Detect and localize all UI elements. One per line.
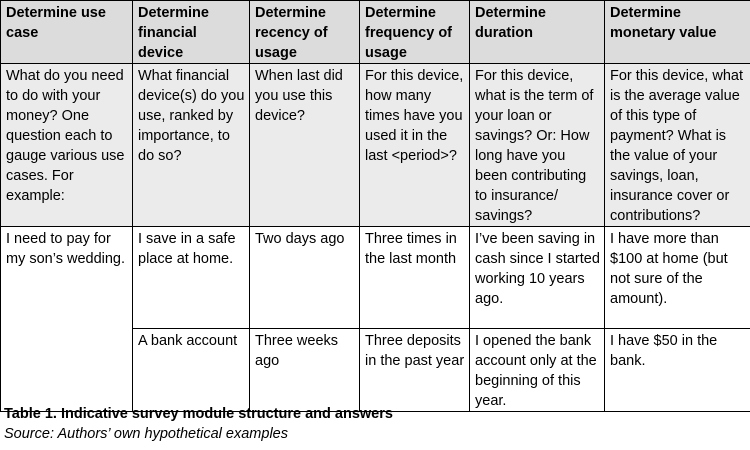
header-cell-recency: Determine recency of usage [250, 1, 360, 64]
answer-cell-recency: Two days ago [250, 227, 360, 329]
question-cell-duration: For this device, what is the term of your loan or savings? Or: How long have you been contributing to insurance/ savings? [470, 64, 605, 227]
question-cell-monetary-value: For this device, what is the average value of this type of payment? What is the value of your savings, loan, insurance cover or contributions? [605, 64, 750, 227]
header-cell-use-case: Determine use case [1, 1, 133, 64]
header-cell-monetary-value: Determine monetary value [605, 1, 750, 64]
answer-cell-duration: I opened the bank account only at the beginning of this year. [470, 329, 605, 412]
answer-cell-device: I save in a safe place at home. [133, 227, 250, 329]
answer-cell-value: I have more than $100 at home (but not sure of the amount). [605, 227, 750, 329]
answer-cell-frequency: Three deposits in the past year [360, 329, 470, 412]
caption-title: Table 1. Indicative survey module structure and answers [4, 406, 393, 422]
answer-cell-recency: Three weeks ago [250, 329, 360, 412]
question-cell-financial-device: What financial device(s) do you use, ranked by importance, to do so? [133, 64, 250, 227]
question-cell-use-case: What do you need to do with your money? One question each to gauge various use cases. For example: [1, 64, 133, 227]
answer-cell-value: I have $50 in the bank. [605, 329, 750, 412]
question-cell-recency: When last did you use this device? [250, 64, 360, 227]
table-header-row [1, 1, 750, 64]
answer-cell-duration: I’ve been saving in cash since I started working 10 years ago. [470, 227, 605, 329]
caption-source: Source: Authors’ own hypothetical examples [4, 426, 288, 442]
header-cell-duration: Determine duration [470, 1, 605, 64]
answer-cell-frequency: Three times in the last month [360, 227, 470, 329]
table-row [1, 227, 750, 329]
table-caption [4, 404, 393, 444]
answer-cell-device: A bank account [133, 329, 250, 412]
header-cell-financial-device: Determine financial device [133, 1, 250, 64]
question-cell-frequency: For this device, how many times have you used it in the last <period>? [360, 64, 470, 227]
answer-cell-use-case: I need to pay for my son’s wedding. [1, 227, 133, 412]
table-question-row [1, 64, 750, 227]
header-cell-frequency: Determine frequency of usage [360, 1, 470, 64]
